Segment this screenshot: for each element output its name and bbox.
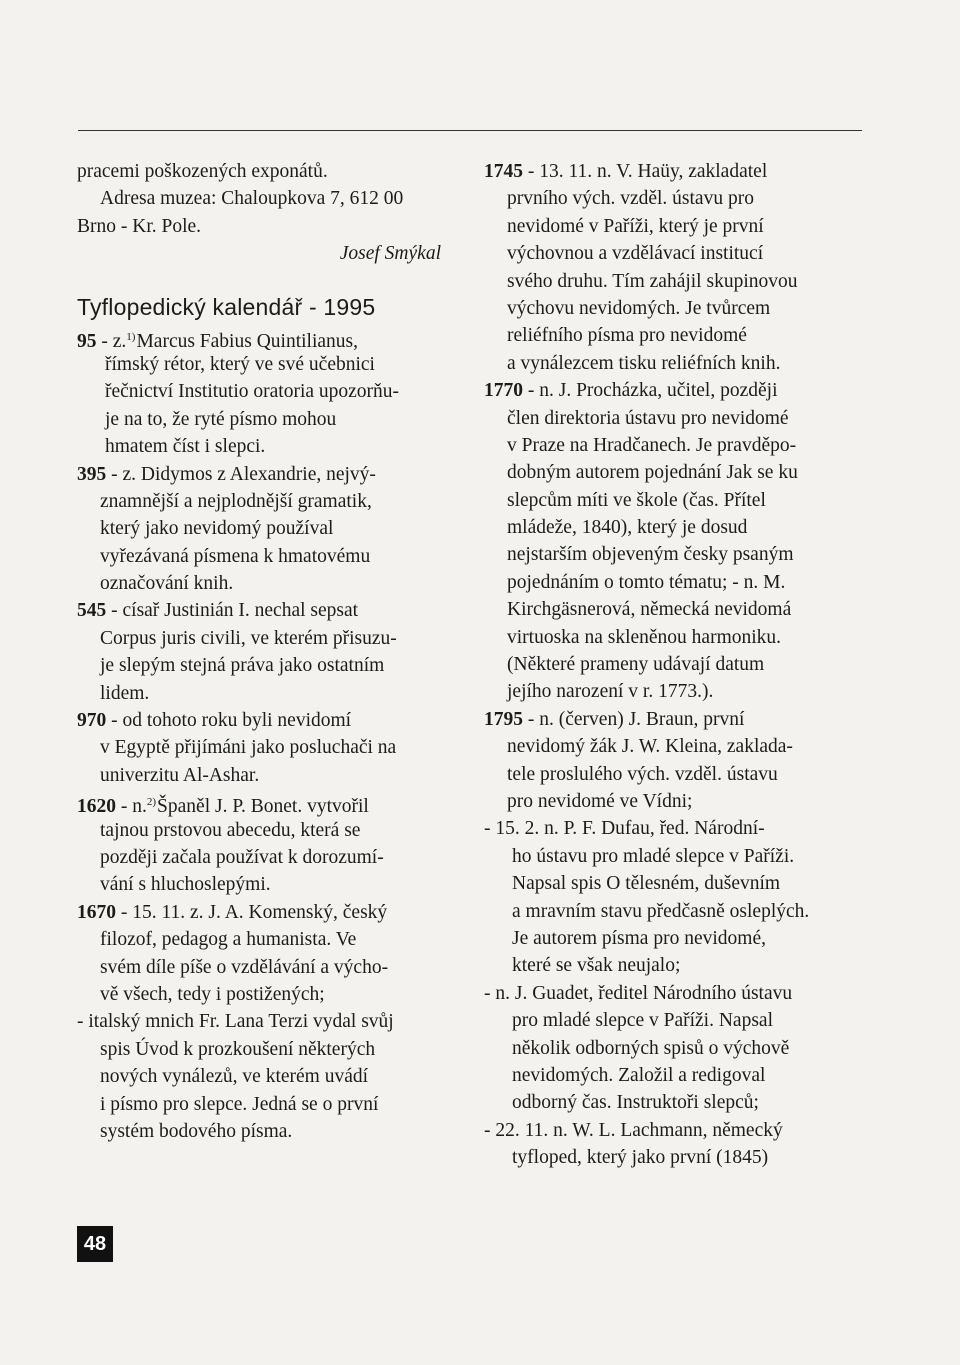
- header-rule: [78, 130, 862, 131]
- entry-line: filozof, pedagog a humanista. Ve: [100, 929, 357, 951]
- entry-year: 95: [77, 330, 97, 352]
- entry-line: římský rétor, který ve své učebnici: [105, 353, 375, 375]
- entry-line: slepcům míti ve škole (čas. Přítel: [507, 489, 766, 511]
- entry-line: Napsal spis O tělesném, duševním: [512, 873, 781, 895]
- entry-line: ho ústavu pro mladé slepce v Paříži.: [512, 845, 795, 867]
- entry-first-line: [484, 158, 884, 185]
- entry-text: - z. Didymos z Alexandrie, nejvý-: [106, 463, 376, 485]
- entry-line: vě všech, tedy i postižených;: [100, 983, 325, 1005]
- entry-line: později začala používat k dorozumí-: [100, 846, 384, 868]
- entry-first-line: [77, 461, 477, 488]
- entry-year: 970: [77, 710, 107, 732]
- entry-line: nevidomý žák J. W. Kleina, zaklada-: [507, 736, 793, 758]
- entry-year: 1620: [77, 796, 116, 818]
- entry-line: výchovu nevidomých. Je tvůrcem: [507, 297, 771, 319]
- entry-line: Je autorem písma pro nevidomé,: [512, 927, 766, 949]
- entry-line: vyřezávaná písmena k hmatovému: [100, 545, 371, 567]
- entry-year: 1670: [77, 901, 116, 923]
- entry-year: 1770: [484, 380, 523, 402]
- entry-line: který jako nevidomý používal: [100, 518, 334, 540]
- entry-first-line: [77, 324, 477, 351]
- entry-line: několik odborných spisů o výchově: [512, 1037, 790, 1059]
- entry-line: a vynálezcem tisku reliéfních knih.: [507, 352, 781, 374]
- entry-line: tajnou prstovou abecedu, která se: [100, 819, 361, 841]
- entry-line: i písmo pro slepce. Jedná se o první: [100, 1093, 379, 1115]
- entry-line: je slepým stejná práva jako ostatním: [100, 655, 385, 677]
- entry-year: 1795: [484, 708, 523, 730]
- entry-line: reliéfního písma pro nevidomé: [507, 325, 747, 347]
- entry-line: tele proslulého vých. vzděl. ústavu: [507, 763, 778, 785]
- entry-line: označování knih.: [100, 573, 234, 595]
- entry-year: 545: [77, 600, 107, 622]
- author-signature: Josef Smýkal: [339, 243, 441, 265]
- entry-line: pro nevidomé ve Vídni;: [507, 790, 693, 812]
- entry-line: výchovnou a vzdělávací institucí: [507, 243, 764, 265]
- footnote-marker: 2): [146, 796, 157, 809]
- entry-line: nevidomé v Paříži, který je první: [507, 215, 764, 237]
- entry-text: Marcus Fabius Quintilianus,: [136, 330, 358, 352]
- entry-text: - n.: [116, 796, 147, 818]
- left-column: [77, 158, 477, 1145]
- entry-line: svém díle píše o vzdělávání a výcho-: [100, 956, 389, 978]
- entry-line: univerzitu Al-Ashar.: [100, 764, 260, 786]
- entry-line: znamnější a nejplodnější gramatik,: [100, 490, 372, 512]
- entry-line: nevidomých. Založil a redigoval: [512, 1064, 766, 1086]
- entry-line: a mravním stavu předčasně osleplých.: [512, 900, 810, 922]
- entry-line: tyfloped, který jako první (1845): [512, 1147, 769, 1169]
- entry-first-line: - n. J. Guadet, ředitel Národního ústavu: [484, 982, 793, 1004]
- intro-line: Adresa muzea: Chaloupkova 7, 612 00: [100, 188, 404, 210]
- entry-line: pojednáním o tomto tématu; - n. M.: [507, 571, 786, 593]
- entry-first-line: [484, 706, 884, 733]
- entry-line: svého druhu. Tím zahájil skupinovou: [507, 270, 798, 292]
- entry-line: lidem.: [100, 682, 150, 704]
- entry-text: - n. J. Procházka, učitel, později: [523, 380, 778, 402]
- entry-first-line: - italský mnich Fr. Lana Terzi vydal svůj: [77, 1011, 394, 1033]
- entry-line: nových vynálezů, ve kterém uvádí: [100, 1066, 369, 1088]
- entry-first-line: - 15. 2. n. P. F. Dufau, řed. Národní-: [484, 818, 765, 840]
- entry-line: dobným autorem pojednání Jak se ku: [507, 462, 798, 484]
- entry-line: vání s hluchoslepými.: [100, 874, 271, 896]
- entry-year: 1745: [484, 161, 523, 182]
- entry-text: - z.: [96, 330, 127, 352]
- entry-line: v Egyptě přijímáni jako posluchači na: [100, 737, 397, 759]
- entry-first-line: - 22. 11. n. W. L. Lachmann, německý: [484, 1119, 783, 1141]
- entry-line: prvního vých. vzděl. ústavu pro: [507, 188, 754, 210]
- entry-line: mládeže, 1840), který je dosud: [507, 517, 748, 539]
- entry-line: virtuoska na skleněnou harmoniku.: [507, 626, 782, 648]
- intro-line: pracemi poškozených exponátů.: [77, 161, 328, 182]
- entry-line: Kirchgäsnerová, německá nevidomá: [507, 599, 792, 621]
- entry-line: řečnictví Institutio oratoria upozorňu-: [105, 381, 400, 403]
- entry-line: je na to, že ryté písmo mohou: [105, 408, 337, 430]
- intro-line: Brno - Kr. Pole.: [77, 215, 202, 237]
- entry-text: Španěl J. P. Bonet. vytvořil: [157, 796, 369, 818]
- right-column: [484, 158, 884, 1171]
- entry-line: (Některé prameny udávají datum: [507, 654, 765, 676]
- entry-line: spis Úvod k prozkoušení některých: [100, 1038, 376, 1060]
- entry-line: hmatem číst i slepci.: [105, 436, 266, 458]
- entry-line: jejího narození v r. 1773.).: [507, 681, 714, 703]
- footnote-marker: 1): [126, 330, 136, 343]
- entry-line: nejstarším objeveným česky psaným: [507, 544, 794, 566]
- entry-line: člen direktoria ústavu pro nevidomé: [507, 407, 789, 429]
- entry-text: - 15. 11. z. J. A. Komenský, český: [116, 901, 388, 923]
- section-heading: Tyflopedický kalendář - 1995: [77, 293, 376, 320]
- entry-line: pro mladé slepce v Paříži. Napsal: [512, 1010, 773, 1032]
- entry-year: 395: [77, 463, 107, 485]
- entry-text: - císař Justinián I. nechal sepsat: [106, 600, 359, 622]
- entry-text: - od tohoto roku byli nevidomí: [106, 710, 352, 732]
- entry-first-line: [77, 707, 477, 734]
- entry-text: - 13. 11. n. V. Haüy, zakladatel: [523, 161, 768, 182]
- entry-line: odborný čas. Instruktoři slepců;: [512, 1092, 759, 1114]
- entry-first-line: [77, 597, 477, 624]
- entry-line: v Praze na Hradčanech. Je pravděpo-: [507, 434, 797, 456]
- page-number: 48: [77, 1226, 113, 1262]
- entry-line: které se však neujalo;: [512, 955, 681, 977]
- entry-text: - n. (červen) J. Braun, první: [523, 708, 745, 730]
- entry-first-line: [484, 377, 884, 404]
- entry-first-line: [77, 899, 477, 926]
- entry-line: systém bodového písma.: [100, 1120, 293, 1142]
- entry-first-line: [77, 789, 477, 816]
- entry-line: Corpus juris civili, ve kterém přisuzu-: [100, 627, 397, 649]
